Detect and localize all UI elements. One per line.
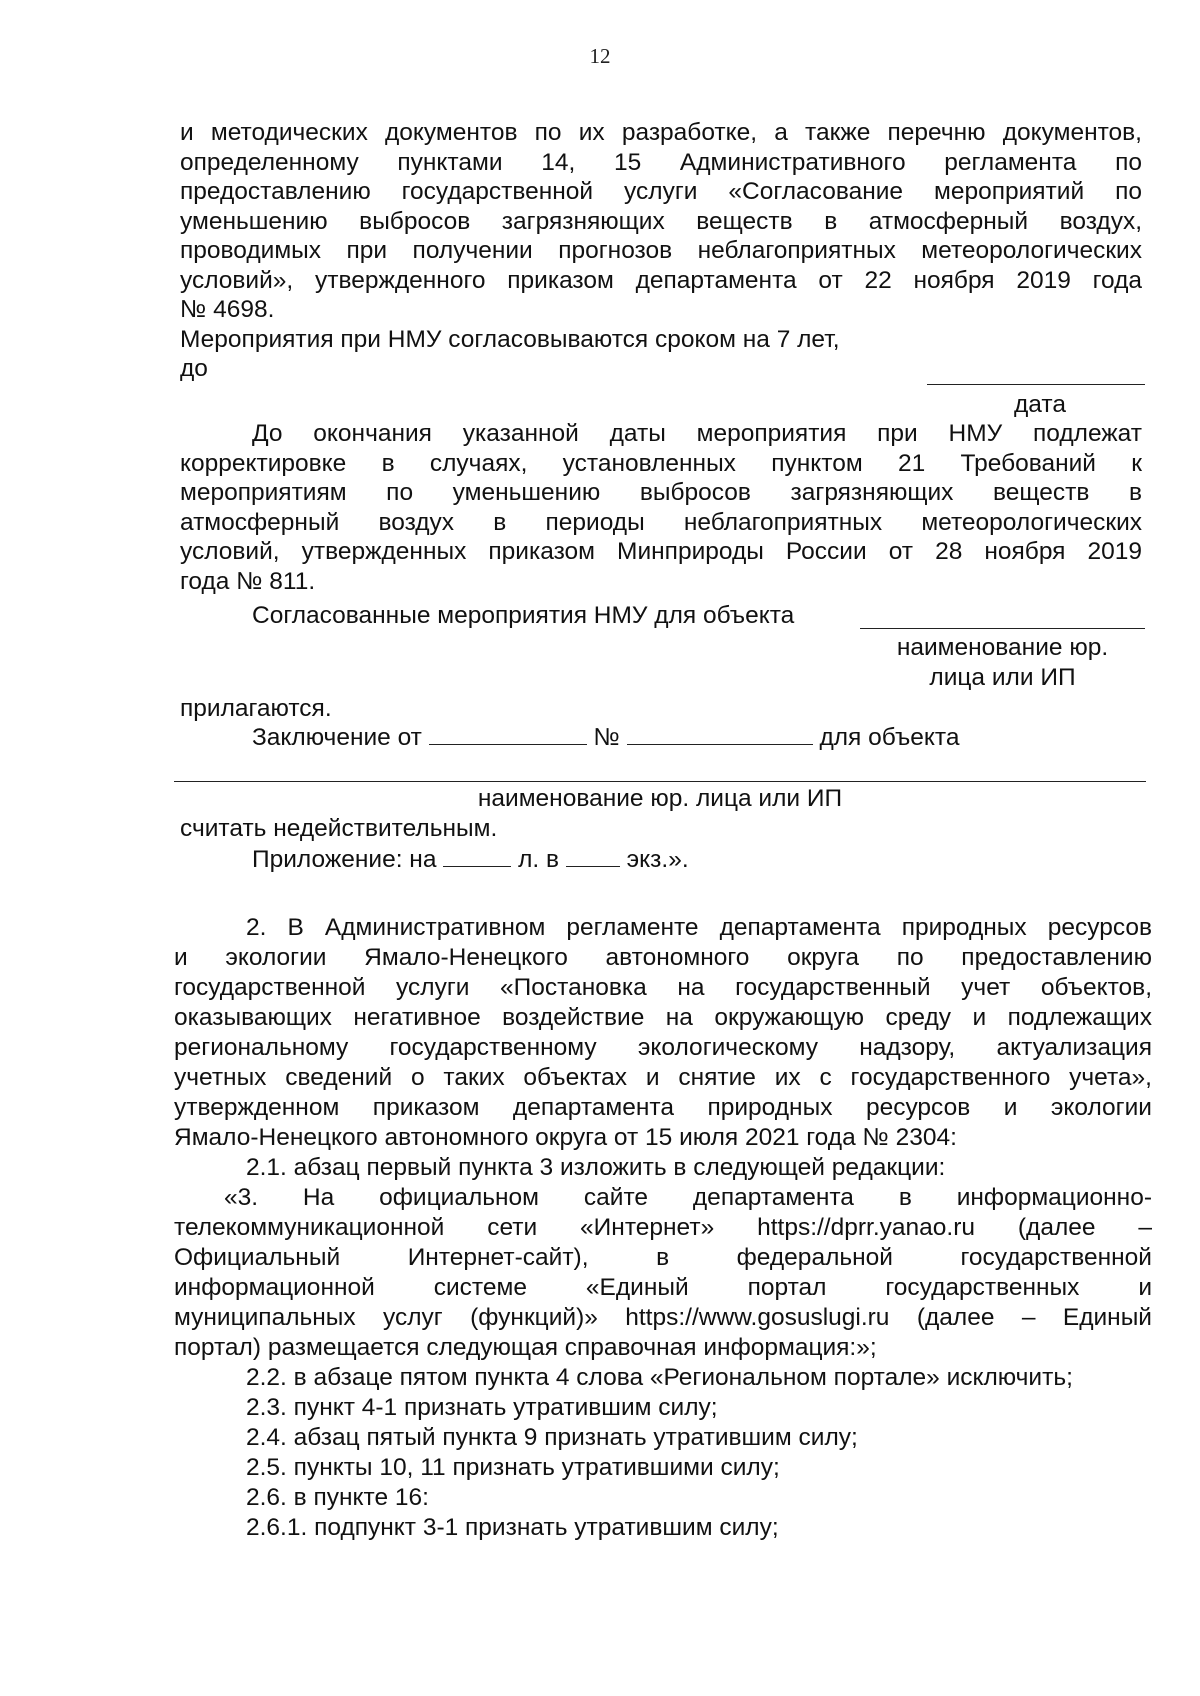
text-line: условий», утвержденного приказом департамента от 22 ноября 2019 года xyxy=(180,266,1142,294)
text-line: № 4698. xyxy=(180,296,275,323)
section-2 xyxy=(174,913,1152,1543)
invalid-line: считать недействительным. xyxy=(180,815,498,842)
item-2-4: 2.4. абзац пятый пункта 9 признать утратившим силу; xyxy=(246,1424,858,1451)
entity-caption-line: лица или ИП xyxy=(929,663,1076,691)
paragraph-intro xyxy=(180,118,1142,384)
text-line: утвержденном приказом департамента природных ресурсов и экологии xyxy=(174,1094,1152,1121)
appendix-copies-label: экз.». xyxy=(626,846,689,873)
item-2-3: 2.3. пункт 4-1 признать утратившим силу; xyxy=(246,1394,718,1421)
text-line: 2. В Административном регламенте департамента природных ресурсов xyxy=(246,914,1152,941)
text-line: региональному государственному экологическому надзору, актуализация xyxy=(174,1034,1152,1061)
conclusion-line xyxy=(252,723,959,753)
item-2-1: 2.1. абзац первый пункта 3 изложить в следующей редакции: xyxy=(246,1154,946,1181)
text-line: условий, утвержденных приказом Минприроды России от 28 ноября 2019 xyxy=(180,538,1142,565)
conclusion-from-label: Заключение от xyxy=(252,724,422,751)
text-line: телекоммуникационной сети «Интернет» https://dprr.yanao.ru (далее – xyxy=(174,1214,1152,1241)
text-line: атмосферный воздух в периоды неблагоприятных метеорологических xyxy=(180,508,1142,536)
conclusion-number-label: № xyxy=(593,724,620,751)
entity-full-caption: наименование юр. лица или ИП xyxy=(477,785,843,812)
text-line: До окончания указанной даты мероприятия при НМУ подлежат xyxy=(252,420,1142,447)
item-2-5: 2.5. пункты 10, 11 признать утратившими силу; xyxy=(246,1454,780,1481)
item-2-2: 2.2. в абзаце пятом пункта 4 слова «Региональном портале» исключить; xyxy=(246,1364,1073,1391)
text-line: предоставлению государственной услуги «Согласование мероприятий по xyxy=(180,178,1142,205)
text-line: «3. На официальном сайте департамента в информационно- xyxy=(224,1184,1152,1211)
text-line: уменьшению выбросов загрязняющих веществ в атмосферный воздух, xyxy=(180,207,1142,235)
appendix-sheets-label: л. в xyxy=(518,846,560,873)
appendix-sheets-blank xyxy=(443,848,511,867)
conclusion-object-label: для объекта xyxy=(819,724,960,751)
appendix-copies-blank xyxy=(566,848,620,867)
text-line: государственной услуги «Постановка на государственный учет объектов, xyxy=(174,974,1152,1001)
text-line: Официальный Интернет-сайт), в федеральной государственной xyxy=(174,1244,1152,1271)
conclusion-date-blank xyxy=(429,726,587,745)
entity-full-blank-line xyxy=(174,781,1146,782)
text-line: оказывающих негативное воздействие на окружающую среду и подлежащих xyxy=(174,1004,1152,1031)
text-line: информационной системе «Единый портал государственных и xyxy=(174,1274,1152,1301)
text-line: муниципальных услуг (функций)» https://www.gosuslugi.ru (далее – Единый xyxy=(174,1304,1152,1331)
text-line: года № 811. xyxy=(180,567,316,595)
text-line: корректировке в случаях, установленных пунктом 21 Требований к xyxy=(180,449,1142,477)
text-line: Ямало-Ненецкого автономного округа от 15 июля 2021 года № 2304: xyxy=(174,1124,957,1151)
item-2-6: 2.6. в пункте 16: xyxy=(246,1484,429,1511)
until-label: до xyxy=(180,355,208,382)
conclusion-number-blank xyxy=(627,726,813,745)
item-2-6-1: 2.6.1. подпункт 3-1 признать утратившим силу; xyxy=(246,1514,779,1541)
text-line: и экологии Ямало-Ненецкого автономного округа по предоставлению xyxy=(174,944,1152,971)
date-caption: дата xyxy=(1014,391,1066,418)
attached-line: прилагаются. xyxy=(180,695,332,722)
entity-caption xyxy=(860,633,1145,692)
text-line: и методических документов по их разработке, а также перечню документов, xyxy=(180,119,1142,146)
entity-caption-line: наименование юр. xyxy=(896,634,1109,661)
page-number: 12 xyxy=(589,44,611,68)
agreed-term-line: Мероприятия при НМУ согласовываются сроком на 7 лет, xyxy=(180,325,840,353)
text-line: мероприятиям по уменьшению выбросов загрязняющих веществ в xyxy=(180,479,1142,506)
paragraph-correction xyxy=(180,419,1142,596)
date-blank-line xyxy=(927,384,1145,385)
appendix-on-label: Приложение: на xyxy=(252,846,437,873)
entity-blank-line xyxy=(860,628,1145,629)
text-line: учетных сведений о таких объектах и снятие их с государственного учета», xyxy=(174,1064,1152,1091)
appendix-line xyxy=(252,845,689,875)
text-line: проводимых при получении прогнозов неблагоприятных метеорологических xyxy=(180,237,1142,264)
text-line: определенному пунктами 14, 15 Административного регламента по xyxy=(180,148,1142,176)
approved-measures-line: Согласованные мероприятия НМУ для объекта xyxy=(252,602,795,629)
text-line: портал) размещается следующая справочная информация:»; xyxy=(174,1334,877,1361)
